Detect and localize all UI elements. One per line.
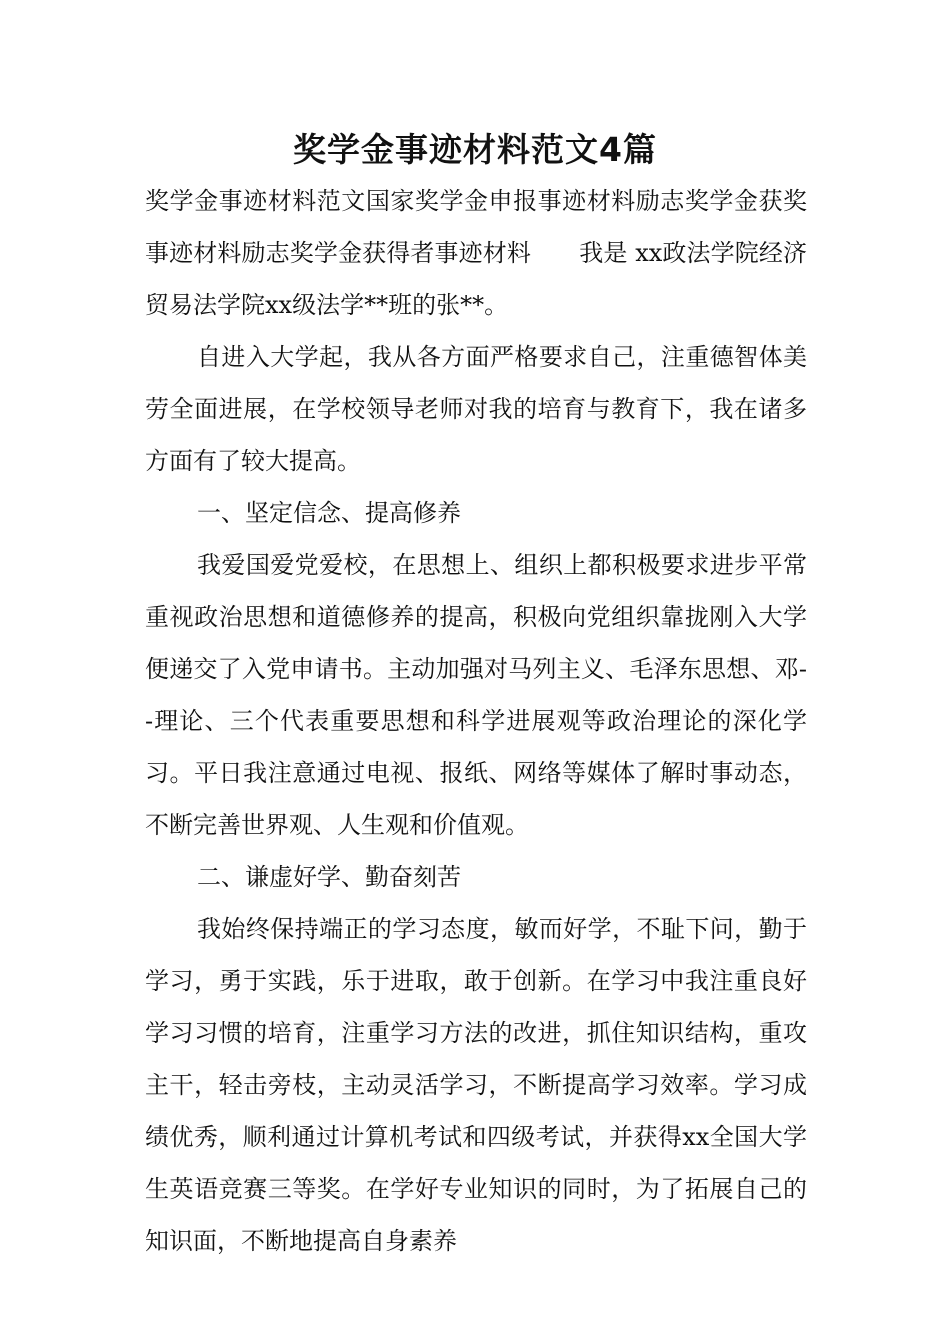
paragraph-1: 自进入大学起，我从各方面严格要求自己，注重德智体美劳全面进展，在学校领导老师对我的培育与教育下，我在诸多方面有了较大提高。 <box>145 343 807 475</box>
document-body <box>145 175 807 1267</box>
paragraph-2: 我爱国爱党爱校，在思想上、组织上都积极要求进步平常重视政治思想和道德修养的提高，积极向党组织靠拢刚入大学便递交了入党申请书。主动加强对马列主义、毛泽东思想、邓--理论、三个代表重要思想和科学进展观等政治理论的深化学习。平日我注意通过电视、报纸、网络等媒体了解时事动态，不断完善世界观、人生观和价值观。 <box>145 551 807 839</box>
intro-paragraph: 奖学金事迹材料范文国家奖学金申报事迹材料励志奖学金获奖事迹材料励志奖学金获得者事迹材料 我是 xx政法学院经济贸易法学院xx级法学**班的张**。 <box>145 187 807 319</box>
paragraph-3: 我始终保持端正的学习态度，敏而好学，不耻下问，勤于学习，勇于实践，乐于进取，敢于创新。在学习中我注重良好学习习惯的培育，注重学习方法的改进，抓住知识结构，重攻主干，轻击旁枝，主动灵活学习，不断提高学习效率。学习成绩优秀，顺利通过计算机考试和四级考试，并获得xx全国大学生英语竞赛三等奖。在学好专业知识的同时，为了拓展自己的知识面，不断地提高自身素养 <box>145 915 807 1255</box>
document-title: 奖学金事迹材料范文4篇 <box>293 130 657 169</box>
section-heading-1: 一、坚定信念、提高修养 <box>197 499 461 527</box>
section-heading-2: 二、谦虚好学、勤奋刻苦 <box>197 863 461 891</box>
